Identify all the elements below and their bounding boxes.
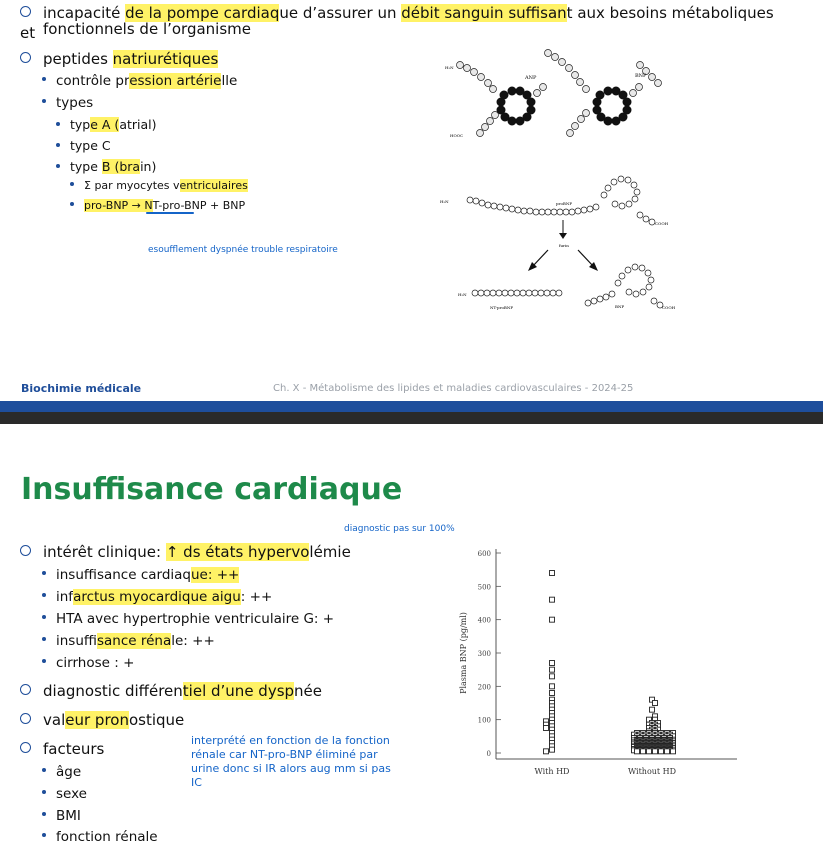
slide-title: Insuffisance cardiaque bbox=[21, 472, 403, 507]
data-point bbox=[653, 749, 658, 754]
sub-ir: insuffisance rénale: ++ bbox=[42, 632, 215, 650]
y-tick-label: 200 bbox=[477, 683, 491, 692]
h2n-label-2: H₂N bbox=[440, 199, 449, 204]
data-point bbox=[550, 691, 555, 696]
y-tick-label: 500 bbox=[477, 583, 491, 592]
dot-bullet-icon bbox=[42, 790, 46, 794]
data-point bbox=[653, 701, 658, 706]
sub-ic: insuffisance cardiaque: ++ bbox=[42, 566, 239, 584]
cooh-label: COOH bbox=[655, 221, 669, 226]
y-tick-label: 0 bbox=[486, 750, 491, 758]
bnp-label-2: BNP bbox=[615, 304, 625, 309]
y-axis-label: Plasma BNP (pg/ml) bbox=[459, 612, 468, 694]
bullet-diag: diagnostic différentiel d’une dyspnée bbox=[20, 681, 322, 701]
data-point bbox=[671, 749, 676, 754]
h2n-label: H₂N bbox=[445, 65, 454, 70]
type-a: type A (atrial) bbox=[56, 117, 157, 133]
data-point bbox=[550, 661, 555, 666]
y-tick-label: 400 bbox=[477, 616, 491, 625]
data-point bbox=[544, 749, 549, 754]
dot-bullet-icon bbox=[56, 164, 60, 168]
dot-bullet-icon bbox=[42, 77, 46, 81]
data-point bbox=[659, 749, 664, 754]
bullet-pump: incapacité de la pompe cardiaque d’assurer un débit sanguin suffisant aux besoins métaboliques et bbox=[20, 4, 774, 42]
dot-bullet-icon bbox=[42, 99, 46, 103]
sub-infarctus: infarctus myocardique aigu: ++ bbox=[42, 588, 272, 606]
data-point bbox=[550, 684, 555, 689]
dot-bullet-icon bbox=[42, 615, 46, 619]
bullet-valeur: valeur pronostique bbox=[20, 710, 184, 730]
dot-bullet-icon bbox=[56, 122, 60, 126]
dot-bullet-icon bbox=[70, 182, 74, 186]
circle-bullet-icon bbox=[20, 713, 31, 724]
data-point bbox=[550, 674, 555, 679]
sub-age: âge bbox=[42, 763, 81, 781]
y-tick-label: 100 bbox=[477, 716, 491, 725]
x-category-label: With HD bbox=[534, 767, 570, 776]
circle-bullet-icon bbox=[20, 52, 31, 63]
circle-bullet-icon bbox=[20, 545, 31, 556]
cooh-label-2: COOH bbox=[662, 305, 676, 310]
y-tick-label: 600 bbox=[477, 550, 491, 558]
sub-hta: HTA avec hypertrophie ventriculaire G: + bbox=[42, 610, 334, 628]
data-point bbox=[647, 749, 652, 754]
note-side: interprété en fonction de la fonction rénale car NT-pro-BNP éliminé par urine donc si IR alors aug mm si pas IC bbox=[191, 734, 391, 789]
probnp-label: proBNP bbox=[556, 201, 573, 206]
dot-bullet-icon bbox=[42, 812, 46, 816]
sub-controle: contrôle pression artérielle bbox=[42, 72, 237, 90]
handwritten-note: esoufflement dyspnée trouble respiratoire bbox=[148, 245, 338, 255]
bullet-pump-cont: fonctionnels de l’organisme bbox=[43, 20, 252, 38]
bnp-label: BNP bbox=[635, 73, 647, 79]
dot-bullet-icon bbox=[42, 768, 46, 772]
underline-stroke bbox=[146, 212, 194, 214]
data-point bbox=[550, 747, 555, 752]
data-point bbox=[550, 571, 555, 576]
sub-cirrhose: cirrhose : + bbox=[42, 654, 134, 672]
sub-types: types bbox=[42, 94, 93, 112]
dot-bullet-icon bbox=[42, 571, 46, 575]
bullet-facteurs: facteurs bbox=[20, 739, 104, 759]
probnp-line: pro-BNP → NT-pro-BNP + BNP bbox=[70, 199, 245, 213]
ntprobnp-label: NT-proBNP bbox=[490, 305, 514, 310]
bullet-peptides: peptides natriurétiques bbox=[20, 49, 218, 69]
footer-chapter: Ch. X - Métabolisme des lipides et maladies cardiovasculaires - 2024-25 bbox=[273, 383, 634, 394]
x-category-label: Without HD bbox=[627, 767, 677, 776]
dot-bullet-icon bbox=[56, 143, 60, 147]
footer-band bbox=[0, 401, 823, 412]
dot-bullet-icon bbox=[42, 593, 46, 597]
data-point bbox=[650, 707, 655, 712]
dot-bullet-icon bbox=[42, 637, 46, 641]
circle-bullet-icon bbox=[20, 684, 31, 695]
data-point bbox=[550, 597, 555, 602]
data-point bbox=[635, 749, 640, 754]
dot-bullet-icon bbox=[70, 202, 74, 206]
data-point bbox=[665, 749, 670, 754]
sub-bmi: BMI bbox=[42, 807, 81, 825]
circle-bullet-icon bbox=[20, 6, 31, 17]
peptide-structure-figure bbox=[440, 35, 690, 325]
type-b: type B (brain) bbox=[56, 159, 156, 175]
h2n-label-3: H₂N bbox=[458, 292, 467, 297]
hooc-label: HOOC bbox=[450, 133, 464, 138]
note-top: diagnostic pas sur 100% bbox=[344, 524, 455, 534]
bnp-chart bbox=[452, 540, 742, 780]
type-c: type C bbox=[56, 138, 111, 154]
anp-label: ANP bbox=[525, 75, 537, 81]
circle-bullet-icon bbox=[20, 742, 31, 753]
footer-course: Biochimie médicale bbox=[21, 382, 142, 395]
furin-label: furin bbox=[559, 243, 569, 248]
slide-gap bbox=[0, 412, 823, 424]
data-point bbox=[544, 726, 549, 731]
data-point bbox=[550, 617, 555, 622]
dot-bullet-icon bbox=[42, 659, 46, 663]
data-point bbox=[641, 749, 646, 754]
sigma-myocytes: Σ par myocytes ventriculaires bbox=[70, 179, 248, 193]
dot-bullet-icon bbox=[42, 833, 46, 837]
sub-fonction: fonction rénale bbox=[42, 828, 158, 846]
y-tick-label: 300 bbox=[477, 650, 491, 658]
data-point bbox=[550, 667, 555, 672]
bullet-interet: intérêt clinique: ↑ ds états hypervolémie bbox=[20, 542, 351, 562]
sub-sexe: sexe bbox=[42, 785, 87, 803]
